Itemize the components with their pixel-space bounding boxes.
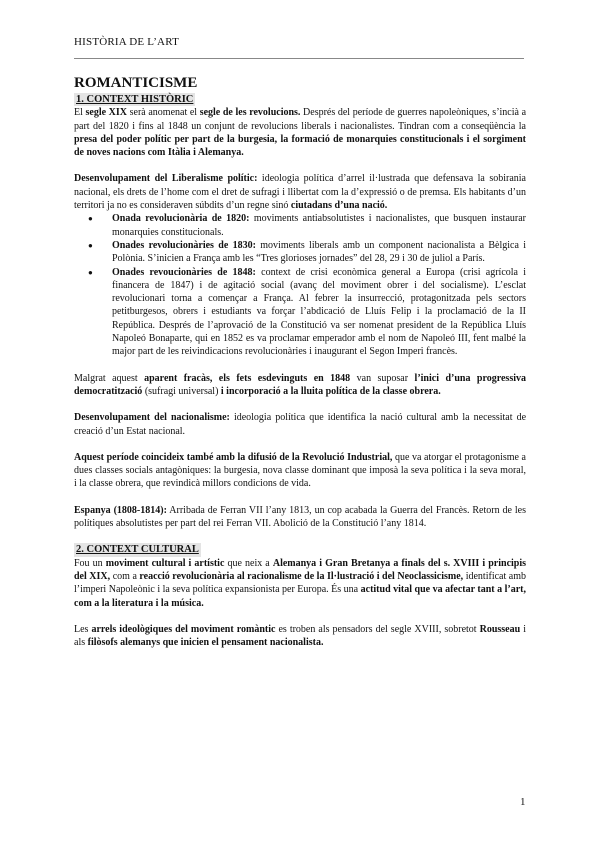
document-title: ROMANTICISME	[74, 75, 198, 91]
bold-text: Desenvolupament del Liberalisme polític:	[74, 173, 258, 185]
bold-text: reacció revolucionària al racionalisme de la Il·lustració i del Neoclassicisme,	[139, 570, 464, 582]
list-item	[112, 266, 526, 359]
bold-text: presa del poder polític per part de la burgesia, la formació de monarquies constitucionals i el sorgiment de noves nacions com Itàlia i Alemanya.	[74, 133, 526, 159]
text: Arribada de Ferran VII l’any 1813, un cop acabada la Guerra del Francès. Retorn de les polítiques absolutistes per part del rei Ferran VII. Abolició de la Constitució l’any 1814.	[74, 504, 526, 530]
paragraph-industrial	[74, 451, 526, 491]
text: identificat amb l’imperi Napoleònic i la seva política expansionista per Europa. És una	[74, 570, 527, 596]
running-header: HISTÒRIA DE L’ART	[74, 36, 179, 48]
bold-text: Onades revoucionàries de 1848:	[112, 266, 256, 278]
paragraph-roots	[74, 623, 526, 650]
text: es troben als pensadors del segle XVIII, sobretot	[275, 623, 480, 635]
bold-text: filòsofs alemanys que inicien el pensament nacionalista.	[87, 637, 324, 649]
text: que va atorgar el protagonisme a dues classes socials antagòniques: la burgesia, nova classe dominant que imposà la seva política i la seva moral, i la classe obrera, que revindicà millors condicions de vida.	[74, 451, 526, 490]
bold-text: i incorporació a la lluita política de la classe obrera.	[220, 385, 441, 397]
revolution-list	[74, 212, 526, 358]
bold-text: Rousseau	[479, 623, 521, 635]
header-rule	[74, 58, 524, 59]
bold-text: moviment cultural i artístic	[105, 557, 225, 569]
bold-text: ciutadans d’una nació.	[290, 200, 388, 212]
bold-text: Desenvolupament del nacionalisme:	[74, 412, 230, 424]
paragraph-1848	[74, 372, 526, 399]
text: que neix a	[224, 557, 273, 569]
text: ideologia política d’arrel il·lustrada que defensava la sobirania nacional, els drets de l’home com el dret de sufragi i llibertat com la d’expressió o de premsa. Els habitants d’un territori ja no es consideraven súbdits d’un regne sinó	[74, 173, 526, 212]
text: com a	[110, 570, 140, 582]
text: Les	[74, 623, 92, 635]
paragraph-intro	[74, 106, 526, 159]
text: serà anomenat el	[127, 107, 200, 119]
section-heading-historic: 1. CONTEXT HISTÒRIC	[76, 94, 194, 105]
bold-text: Onades revolucionàries de 1830:	[112, 239, 256, 251]
list-item	[112, 212, 526, 239]
text: context de crisi econòmica general a Europa (crisi agrícola i financera de 1847) i de agitació social (avanç del moviment obrer i del socialisme). L’esclat revolucionari torna a començar a França. Al febrer la insurrecció, protagonitzada pels sectors petitburgesos, obrers i estudiants va forçar l’abdicació de Lluís Felip i la proclamació de la II República. Després de l’aprovació de la Constitució va ser nomenat president de la República Lluís Napoleó Bonaparte, qui en 1852 es va proclamar emperador amb el nom de Napoleó III, fent malbé la major part de les reivindicacions revolucionàries i inaugurant el Segon Imperi francès.	[112, 266, 526, 358]
page-number: 1	[520, 796, 526, 808]
paragraph-nationalism	[74, 411, 526, 438]
bold-text: Alemanya i Gran Bretanya a finals del s. XVIII i principis del XIX,	[74, 557, 527, 582]
bold-text: aparent fracàs, els fets esdevinguts en 1848	[144, 372, 351, 384]
bold-text: Espanya (1808-1814):	[74, 504, 167, 516]
text: Malgrat aquest	[74, 372, 145, 384]
text: Després del període de guerres napoleòniques, s’incià a part del 1820 i fins al 1848 un conjunt de revolucions liberals i nacionalistes. Tindran com a conseqüència la	[74, 107, 527, 132]
paragraph-cultural	[74, 557, 526, 610]
text: moviments antiabsolutistes i nacionalistes, que busquen instaurar monarquies constitucionals.	[112, 213, 526, 238]
bold-text: actitud vital que va afectar tant a l’art, com a la literatura i la música.	[74, 584, 526, 609]
document-body	[74, 75, 526, 649]
text: i als	[74, 623, 526, 649]
bold-text: arrels ideològiques del moviment romàntic	[91, 623, 276, 635]
bold-text: Onada revolucionària de 1820:	[112, 213, 250, 225]
text: van suposar	[350, 372, 415, 384]
section-heading-cultural: 2. CONTEXT CULTURAL	[76, 544, 199, 556]
list-item	[112, 239, 526, 266]
paragraph-spain	[74, 504, 526, 531]
bold-text: l’inici d’una progressiva democratització	[74, 372, 526, 397]
text: moviments liberals amb un component nacionalista a Bèlgica i Polònia. S’inicien a França amb les “Tres glorioses jornades” del 28, 29 i 30 de juliol a París.	[112, 239, 526, 265]
bold-text: segle XIX	[85, 107, 128, 119]
text: ideologia política que identifica la nació cultural amb la necessitat de creació d’un Estat nacional.	[74, 412, 527, 437]
bold-text: Aquest període coincideix també amb la difusió de la Revolució Industrial,	[74, 451, 393, 463]
text: El	[74, 107, 86, 119]
text: Fou un	[74, 557, 106, 569]
text: (sufragi universal)	[142, 385, 221, 397]
paragraph-liberalism	[74, 172, 526, 212]
bold-text: segle de les revolucions.	[199, 107, 301, 119]
